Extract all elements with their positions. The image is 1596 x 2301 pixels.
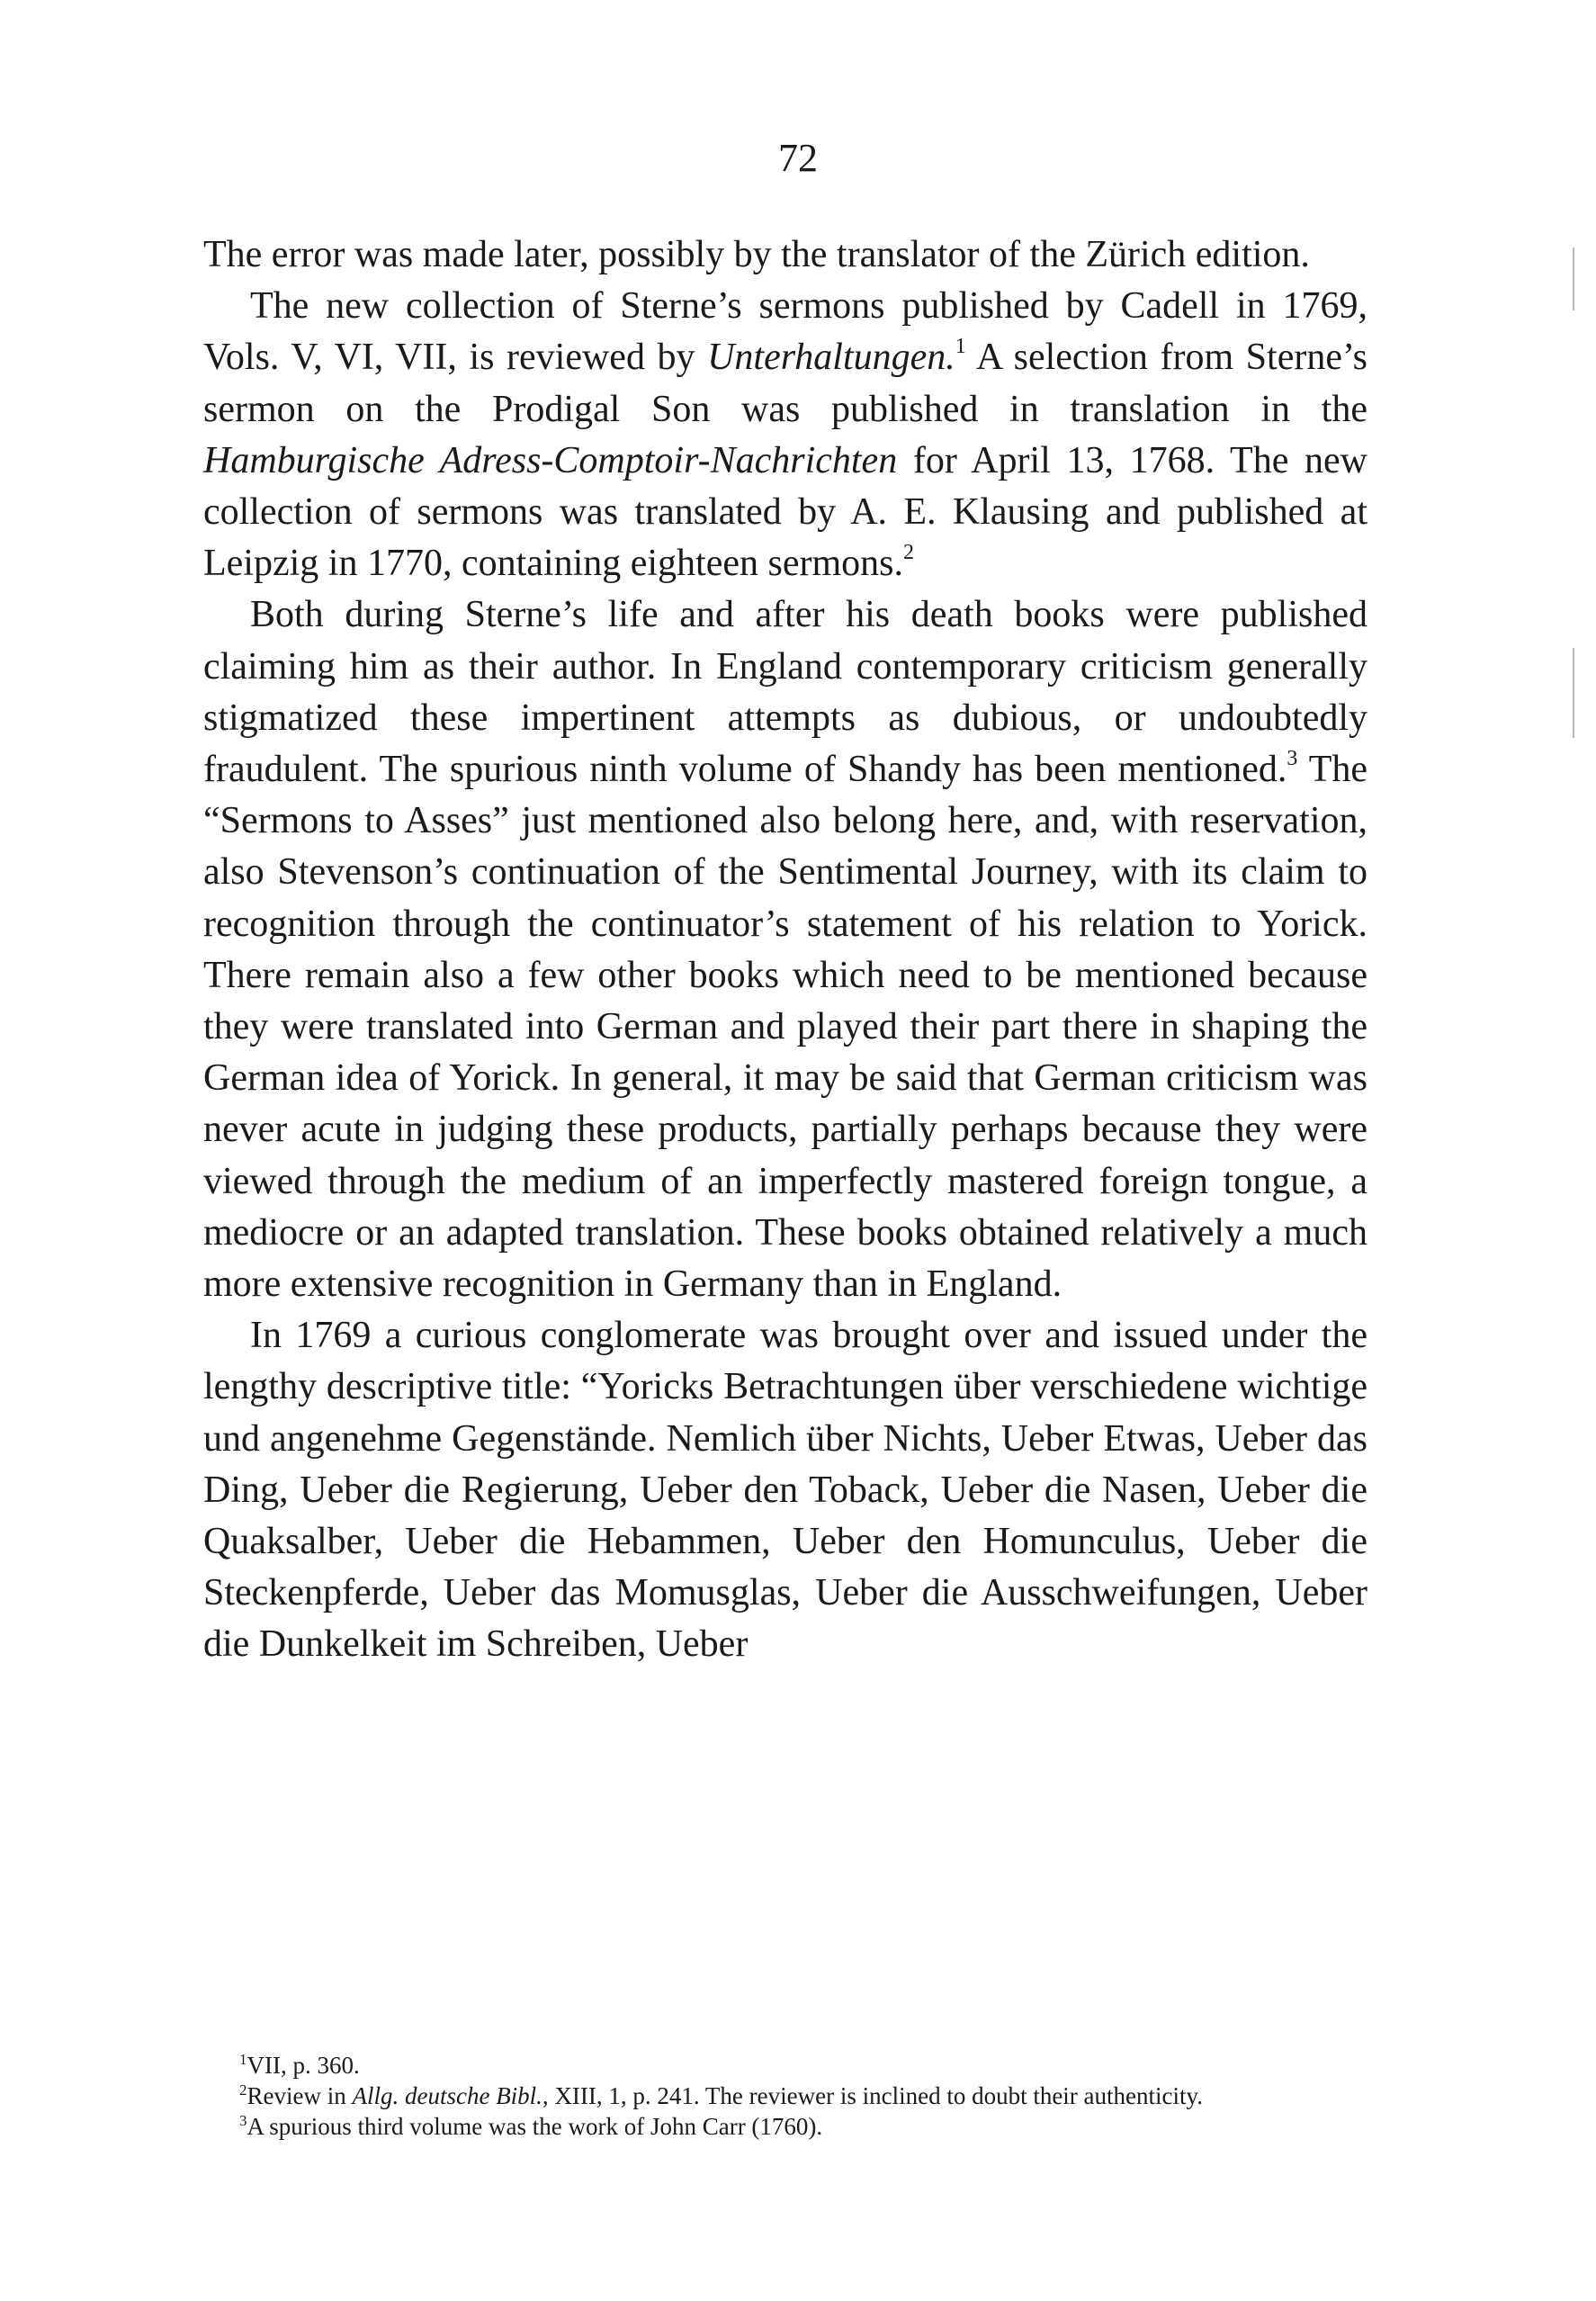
footnote-2 [203, 2081, 1367, 2111]
footnote-ref-1: 1 [955, 335, 966, 359]
paragraph-2-text-a: The new collection of Sterne’s sermons published by Cadell in 1769, Vols. V, VI, VII, is reviewed by [203, 285, 1367, 379]
footnote-3-mark: 3 [239, 2112, 247, 2129]
paragraph-4-text: In 1769 a curious conglomerate was brought over and issued under the lengthy descriptive title: “Yoricks Betrachtungen über verschiedene wichtige und angenehme Gegenstände. Nemlich über Nichts, Ueber Etwas, Ueber das Ding, Ueber die Regierung, Ueber den Toback, Ueber die Nasen, Ueber die Quaksalber, Ueber die Hebammen, Ueber den Homunculus, Ueber die Steckenpferde, Ueber das Momusglas, Ueber die Ausschweifungen, Ueber die Dunkelkeit im Schreiben, Ueber [203, 1315, 1367, 1666]
footnote-ref-3: 3 [1287, 747, 1298, 771]
paragraph-1-text: The error was made later, possibly by the translator of the Zürich edition. [203, 234, 1310, 275]
footnote-2-mark: 2 [239, 2081, 247, 2099]
paragraph-1 [203, 229, 1367, 281]
paragraph-4 [203, 1310, 1367, 1670]
page-number: 72 [778, 136, 818, 180]
scan-edge-mark [1573, 648, 1574, 738]
footnote-ref-2: 2 [902, 541, 914, 565]
footnote-3 [203, 2111, 1367, 2142]
paragraph-3-text-b: The “Sermons to Asses” just mentioned also belong here, and, with reservation, also Stevenson’s continuation of the Sentimental Journey, with its claim to recognition through the continuator’s statement of his relation to Yorick. There remain also a few other books which need to be mentioned because they were translated into German and played their part there in shaping the German idea of Yorick. In general, it may be said that German criticism was never acute in judging these products, partially perhaps because they were viewed through the medium of an imperfectly mastered foreign tongue, a mediocre or an adapted translation. These books obtained relatively a much more extensive recognition in Germany than in England. [203, 749, 1367, 1306]
scan-edge-mark [1573, 247, 1574, 310]
paragraph-3-text-a: Both during Sterne’s life and after his death books were published claiming him as their author. In England contemporary criticism generally stigmatized these impertinent attempts as dubious, or undoubtedly fraudulent. The spurious ninth volume of Shandy has been mentioned. [203, 594, 1367, 791]
footnote-2-text-a: Review in [247, 2082, 353, 2109]
periodical-title-hamburgische: Hamburgische Adress-Comptoir-Nachrichten [203, 439, 898, 481]
footnote-1 [203, 2050, 1367, 2081]
paragraph-2-text-b: A selection from Sterne’s sermon on the Prodigal Son was published in translation in the [203, 337, 1367, 430]
footnote-1-text: VII, p. 360. [247, 2052, 360, 2079]
footnote-3-text: A spurious third volume was the work of John Carr (1760). [247, 2113, 823, 2140]
footnote-2-journal-title: Allg. deutsche Bibl., [352, 2082, 549, 2109]
periodical-title-unterhaltungen: Unterhaltungen. [707, 337, 955, 379]
paragraph-2 [203, 281, 1367, 589]
paragraph-2-text-c: for April 13, 1768. The new collection of sermons was translated by A. E. Klausing and published at Leipzig in 1770, containing eighteen sermons. [203, 439, 1367, 585]
footnotes [203, 2050, 1367, 2142]
footnote-2-text-b: XIII, 1, p. 241. The reviewer is inclined to doubt their authenticity. [548, 2082, 1203, 2109]
paragraph-3 [203, 589, 1367, 1310]
body-text [203, 229, 1367, 1671]
footnote-1-mark: 1 [239, 2051, 247, 2068]
